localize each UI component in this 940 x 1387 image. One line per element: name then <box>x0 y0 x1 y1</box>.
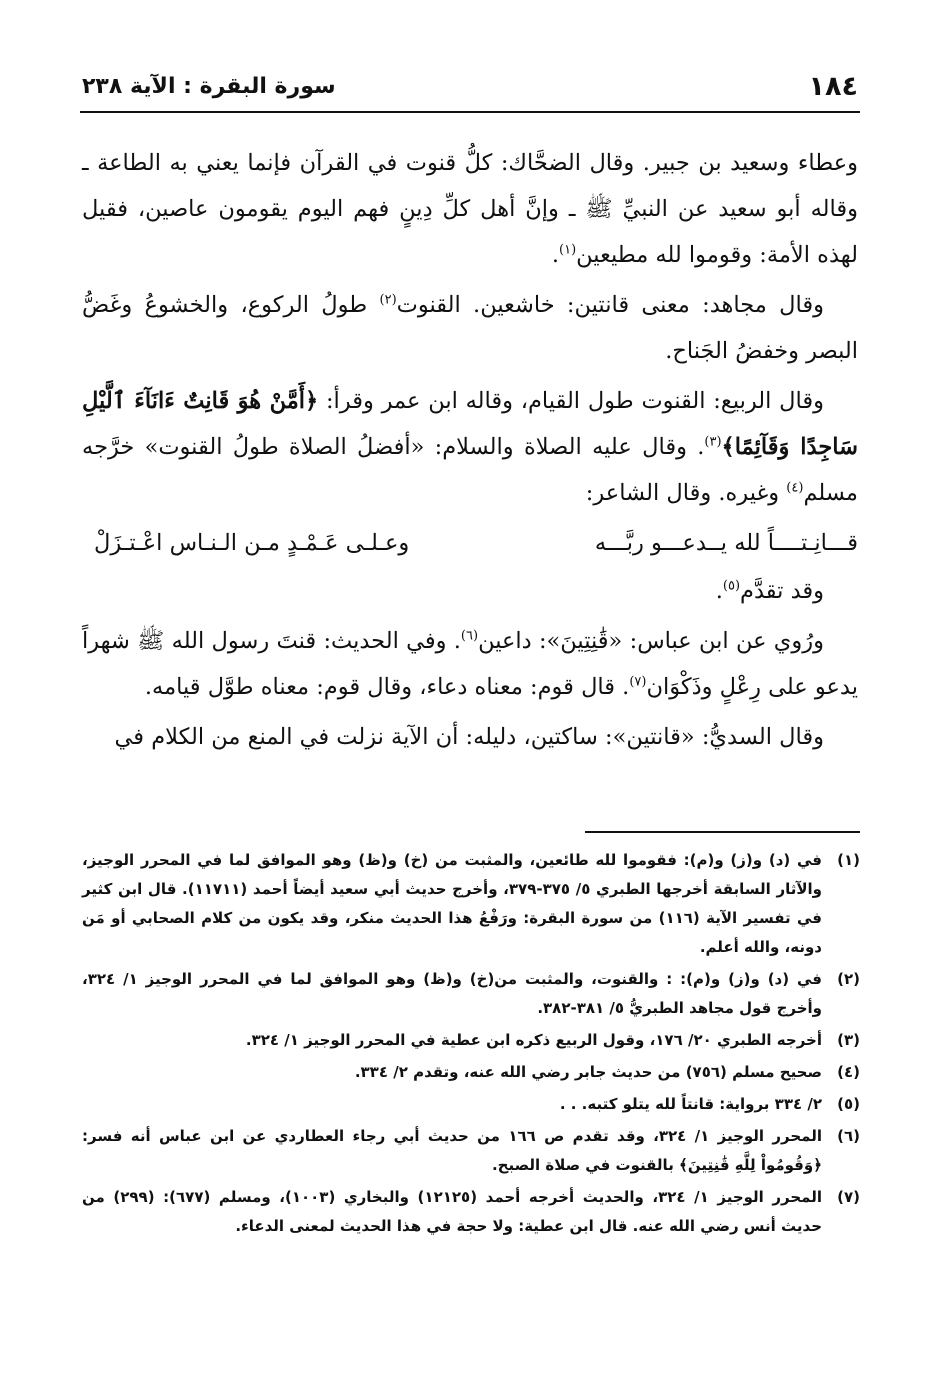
footnote-2 <box>82 965 860 1023</box>
footnotes <box>82 846 860 1244</box>
footnote-separator <box>585 831 860 833</box>
footnote-number: (٧) <box>837 1188 860 1206</box>
footnote-number: (١) <box>837 851 860 869</box>
footnote-3 <box>82 1026 860 1055</box>
footnote-text: أخرجه الطبري ٢٠/ ١٧٦، وقول الربيع ذكره ابن عطية في المحرر الوجيز ١/ ٣٢٤. <box>245 1031 822 1049</box>
footnote-6 <box>82 1122 860 1180</box>
paragraph-1: وعطاء وسعيد بن جبير. وقال الضحَّاك: كلُّ قنوت في القرآن فإنما يعني به الطاعة ـ وقاله أبو سعيد عن النبيِّ ﷺ ـ وإنَّ أهل كلِّ دِينٍ فهم اليوم يقومون عاصين، فقيل لهذه الأمة: وقوموا لله مطيعين$^{(١)}$. <box>82 150 858 268</box>
verse-second-hemistich: وعـلـى عَـمْـدٍ مـن الـنـاس اعْـتـزَلْ <box>94 530 410 556</box>
footnote-ref-6[interactable]: (٦) <box>460 628 479 644</box>
footnote-4 <box>82 1058 860 1087</box>
footnote-ref-3[interactable]: (٣) <box>704 434 722 450</box>
paragraph-4: وقد تقدَّم$^{(٥)}$. <box>715 578 824 604</box>
paragraph-5: ورُوي عن ابن عباس: «قَٰنِتِينَ»: داعين$^{(٦)}$. وفي الحديث: قنتَ رسول الله ﷺ شهراً يدعو على رِعْلٍ وذَكْوَان$^{(٧)}$. قال قوم: معناه دعاء، وقال قوم: معناه طوَّل قيامه. <box>82 628 858 700</box>
main-text <box>82 140 858 764</box>
page-header <box>82 68 858 104</box>
poetry-verse <box>82 520 858 566</box>
footnote-number: (٦) <box>837 1127 860 1145</box>
footnote-ref-4[interactable]: (٤) <box>786 480 804 496</box>
footnote-5 <box>82 1090 860 1119</box>
paragraph-3: وقال الربيع: القنوت طول القيام، وقاله ابن عمر وقرأ: ﴿أَمَّنْ هُوَ قَانِتٌ ءَانَآءَ ٱلَّيْلِ سَاجِدًا وَقَآئِمًا﴾$^{(٣)}$. وقال عليه الصلاة والسلام: «أفضلُ الصلاة طولُ القنوت» خرَّجه مسلم$^{(٤)}$ وغيره. وقال الشاعر: <box>82 388 858 506</box>
footnote-number: (٤) <box>837 1063 860 1081</box>
footnote-number: (٥) <box>837 1095 860 1113</box>
footnote-text: في (د) و(ز) و(م): فقوموا لله طائعين، والمثبت من (خ) و(ظ) وهو الموافق لما في المحرر الوجيز، والآثار السابقة أخرجها الطبري ٥/ ٣٧٥-٣٧٩، وأخرج حديث أبي سعيد أيضاً أحمد (١١٧١١). قال ابن كثير في تفسير الآية (١١٦) من سورة البقرة: ورَفْعُ هذا الحديث منكر، وقد يكون من كلام الصحابي أو مَن دونه، والله أعلم. <box>82 851 823 956</box>
running-title: سورة البقرة : الآية ٢٣٨ <box>82 73 336 99</box>
footnote-text: المحرر الوجيز ١/ ٣٢٤، وقد تقدم ص ١٦٦ من حديث أبي رجاء العطاردي عن ابن عباس أنه فسر: ﴿وَقُومُواْ لِلَّهِ قَٰنِتِينَ﴾ بالقنوت في صلاة الصبح. <box>82 1127 822 1174</box>
paragraph-2: وقال مجاهد: معنى قانتين: خاشعين. القنوت$^{(٢)}$ طولُ الركوع، والخشوعُ وغَضُّ البصر وخفضُ الجَناح. <box>82 292 858 364</box>
header-rule <box>80 111 860 113</box>
footnote-7 <box>82 1183 860 1241</box>
footnote-text: صحيح مسلم (٧٥٦) من حديث جابر رضي الله عنه، وتقدم ٢/ ٣٣٤. <box>354 1063 822 1081</box>
quran-quote: ﴿أَمَّنْ هُوَ قَانِتٌ ءَانَآءَ ٱلَّيْلِ سَاجِدًا وَقَآئِمًا﴾ <box>82 388 858 460</box>
footnote-number: (٢) <box>837 970 860 988</box>
footnote-ref-1[interactable]: (١) <box>559 242 577 258</box>
page-number: ١٨٤ <box>808 70 858 102</box>
footnote-ref-5[interactable]: (٥) <box>722 578 741 594</box>
verse-first-hemistich: قـــانِـتــــاً لله يــدعـــو ربَّـــه <box>594 530 858 556</box>
footnote-text: ٢/ ٣٣٤ برواية: قانتاً لله يتلو كتبه. . . <box>559 1095 822 1113</box>
paragraph-6: وقال السديُّ: «قانتين»: ساكتين، دليله: أن الآية نزلت في المنع من الكلام في <box>114 724 824 750</box>
footnote-number: (٣) <box>837 1031 860 1049</box>
footnote-ref-7[interactable]: (٧) <box>629 674 647 690</box>
footnote-1 <box>82 846 860 962</box>
footnote-text: في (د) و(ز) و(م): : والقنوت، والمثبت من(خ) و(ظ) وهو الموافق لما في المحرر الوجيز ١/ ٣٢٤، وأخرج قول مجاهد الطبريُّ ٥/ ٣٨١-٣٨٢. <box>82 970 822 1017</box>
footnote-ref-2[interactable]: (٢) <box>379 292 397 308</box>
footnote-text: المحرر الوجيز ١/ ٣٢٤، والحديث أخرجه أحمد (١٢١٢٥) والبخاري (١٠٠٣)، ومسلم (٦٧٧): (٢٩٩) من حديث أنس رضي الله عنه. قال ابن عطية: ولا حجة في هذا الحديث لمعنى الدعاء. <box>82 1188 823 1235</box>
